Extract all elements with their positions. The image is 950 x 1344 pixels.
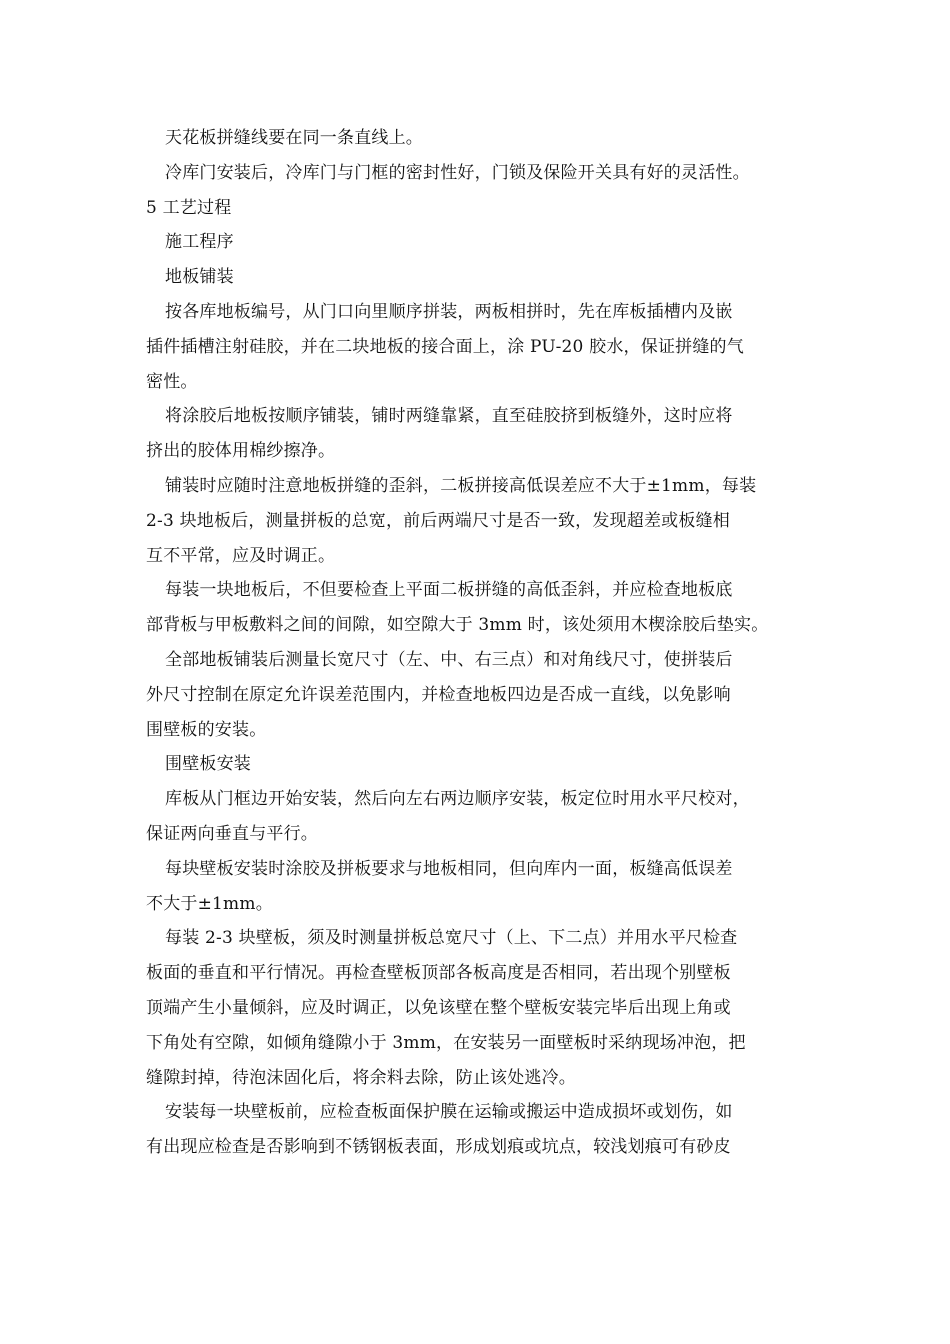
text-line: 施工程序 <box>165 232 234 253</box>
text-line: 冷库门安装后，冷库门与门框的密封性好，门锁及保险开关具有好的灵活性。 <box>165 162 750 183</box>
text-line: 2-3 块地板后，测量拼板的总宽，前后两端尺寸是否一致，发现超差或板缝相 <box>146 510 730 531</box>
text-line: 板面的垂直和平行情况。再检查壁板顶部各板高度是否相同，若出现个别壁板 <box>146 963 731 984</box>
text-line: 按各库地板编号，从门口向里顺序拼装，两板相拼时，先在库板插槽内及嵌 <box>165 301 733 322</box>
text-line: 互不平常，应及时调正。 <box>146 545 336 566</box>
text-line: 有出现应检查是否影响到不锈钢板表面，形成划痕或坑点，较浅划痕可有砂皮 <box>146 1137 731 1158</box>
text-line: 外尺寸控制在原定允许误差范围内，并检查地板四边是否成一直线，以免影响 <box>146 684 731 705</box>
text-line: 挤出的胶体用棉纱擦净。 <box>146 441 336 462</box>
text-line: 安装每一块壁板前，应检查板面保护膜在运输或搬运中造成损坏或划伤，如 <box>165 1102 733 1123</box>
text-line: 全部地板铺装后测量长宽尺寸（左、中、右三点）和对角线尺寸，使拼装后 <box>165 649 733 670</box>
text-line: 密性。 <box>146 371 198 392</box>
text-line: 每块壁板安装时涂胶及拼板要求与地板相同，但向库内一面，板缝高低误差 <box>165 858 733 879</box>
text-line: 每装 2-3 块壁板，须及时测量拼板总宽尺寸（上、下二点）并用水平尺检查 <box>165 928 738 949</box>
text-line: 天花板拼缝线要在同一条直线上。 <box>165 128 423 148</box>
text-line: 部背板与甲板敷料之间的间隙，如空隙大于 3mm 时，该处须用木楔涂胶后垫实。 <box>146 615 769 636</box>
text-line: 地板铺装 <box>165 267 234 288</box>
text-line: 铺装时应随时注意地板拼缝的歪斜，二板拼接高低误差应不大于±1mm，每装 <box>165 475 757 496</box>
text-line: 插件插槽注射硅胶，并在二块地板的接合面上，涂 PU-20 胶水，保证拼缝的气 <box>146 336 744 357</box>
text-line: 保证两向垂直与平行。 <box>146 823 318 844</box>
text-line: 不大于±1mm。 <box>146 893 273 914</box>
text-line: 缝隙封掉，待泡沫固化后，将余料去除，防止该处逃冷。 <box>146 1067 576 1088</box>
document-body <box>146 121 814 1165</box>
text-line: 将涂胶后地板按顺序铺装，铺时两缝靠紧，直至硅胶挤到板缝外，这时应将 <box>165 406 733 427</box>
text-line: 下角处有空隙，如倾角缝隙小于 3mm，在安装另一面壁板时采纳现场冲泡，把 <box>146 1032 746 1053</box>
text-line: 5 工艺过程 <box>146 197 232 218</box>
text-line: 围壁板安装 <box>165 754 251 775</box>
text-line: 库板从门框边开始安装，然后向左右两边顺序安装，板定位时用水平尺校对， <box>165 789 750 810</box>
text-line: 围壁板的安装。 <box>146 719 267 740</box>
text-line: 每装一块地板后，不但要检查上平面二板拼缝的高低歪斜，并应检查地板底 <box>165 580 733 601</box>
text-line: 顶端产生小量倾斜，应及时调正，以免该壁在整个壁板安装完毕后出现上角或 <box>146 997 731 1018</box>
